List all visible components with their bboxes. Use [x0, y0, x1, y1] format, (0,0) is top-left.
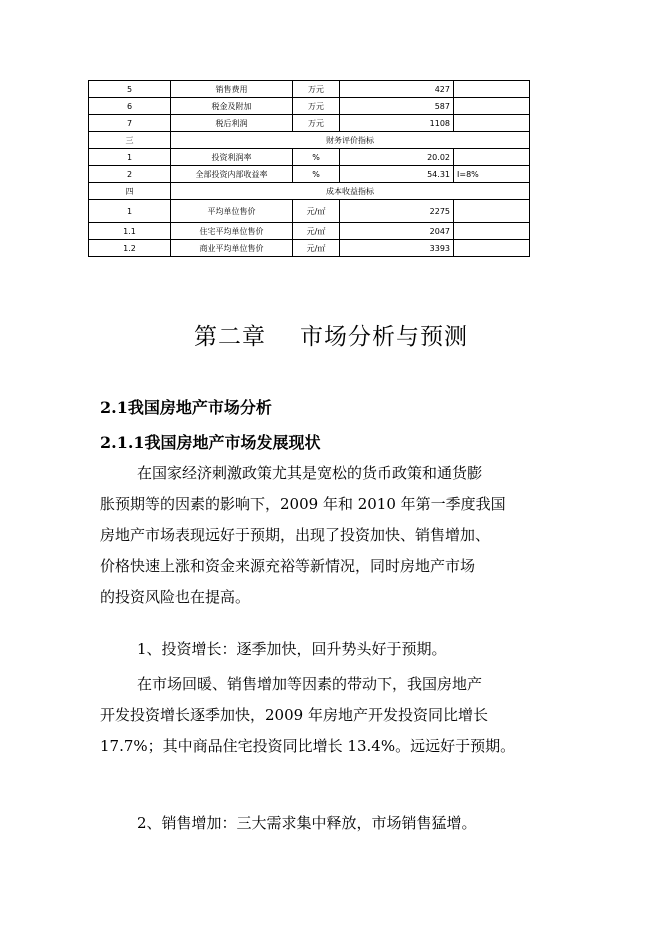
paragraph-line: 的投资风险也在提高。	[100, 588, 251, 606]
paragraph-market-overview	[100, 458, 570, 613]
section-number: 四	[89, 183, 171, 200]
row-value: 20.02	[340, 149, 454, 166]
row-item: 平均单位售价	[171, 200, 293, 223]
row-value: 427	[340, 81, 454, 98]
table-row	[89, 166, 530, 183]
row-unit: %	[293, 149, 340, 166]
table-section-row	[89, 183, 530, 200]
row-value: 1108	[340, 115, 454, 132]
row-item: 商业平均单位售价	[171, 240, 293, 257]
row-unit: 元/㎡	[293, 223, 340, 240]
paragraph-line: 17.7%；其中商品住宅投资同比增长 13.4%。远远好于预期。	[100, 737, 516, 755]
row-remark	[454, 149, 530, 166]
section-title: 财务评价指标	[171, 132, 530, 149]
row-item: 全部投资内部收益率	[171, 166, 293, 183]
table-row	[89, 240, 530, 257]
table-row	[89, 223, 530, 240]
paragraph-line: 在市场回暖、销售增加等因素的带动下，我国房地产	[137, 675, 483, 693]
chapter-number: 第二章	[194, 324, 266, 350]
row-number: 1.1	[89, 223, 171, 240]
row-item: 税金及附加	[171, 98, 293, 115]
table-row	[89, 149, 530, 166]
row-number: 5	[89, 81, 171, 98]
row-number: 1.2	[89, 240, 171, 257]
chapter-heading	[0, 318, 662, 351]
row-remark	[454, 98, 530, 115]
row-value: 54.31	[340, 166, 454, 183]
row-unit: 元/㎡	[293, 240, 340, 257]
financial-indicators-table	[88, 80, 530, 257]
paragraph-investment-detail	[100, 669, 570, 762]
paragraph-sales-growth	[100, 808, 570, 839]
row-unit: 元/㎡	[293, 200, 340, 223]
paragraph-line: 在国家经济刺激政策尤其是宽松的货币政策和通货膨	[137, 464, 483, 482]
row-value: 3393	[340, 240, 454, 257]
row-item: 销售费用	[171, 81, 293, 98]
section-heading	[100, 395, 272, 418]
row-item: 税后利润	[171, 115, 293, 132]
subsection-heading	[100, 430, 321, 453]
row-value: 2047	[340, 223, 454, 240]
table-section-row	[89, 132, 530, 149]
paragraph-line: 2、销售增加：三大需求集中释放，市场销售猛增。	[137, 814, 477, 832]
row-number: 2	[89, 166, 171, 183]
row-remark	[454, 223, 530, 240]
row-unit: 万元	[293, 115, 340, 132]
row-number: 7	[89, 115, 171, 132]
chapter-title: 市场分析与预测	[300, 324, 468, 350]
row-item: 住宅平均单位售价	[171, 223, 293, 240]
row-value: 587	[340, 98, 454, 115]
paragraph-line: 房地产市场表现远好于预期，出现了投资加快、销售增加、	[100, 526, 491, 544]
table-row	[89, 98, 530, 115]
paragraph-line: 开发投资增长逐季加快，2009 年房地产开发投资同比增长	[100, 706, 488, 724]
row-remark	[454, 115, 530, 132]
paragraph-line: 胀预期等的因素的影响下，2009 年和 2010 年第一季度我国	[100, 495, 506, 513]
section-number: 三	[89, 132, 171, 149]
paragraph-line: 价格快速上涨和资金来源充裕等新情况，同时房地产市场	[100, 557, 476, 575]
section-title: 成本收益指标	[171, 183, 530, 200]
subsection-number: 2.1.1	[100, 433, 145, 452]
row-value: 2275	[340, 200, 454, 223]
row-unit: 万元	[293, 98, 340, 115]
subsection-title: 我国房地产市场发展现状	[144, 433, 321, 452]
section-number: 2.1	[100, 398, 128, 417]
section-title: 我国房地产市场分析	[127, 398, 272, 417]
table-row	[89, 115, 530, 132]
row-number: 1	[89, 149, 171, 166]
row-remark	[454, 200, 530, 223]
row-number: 1	[89, 200, 171, 223]
row-unit: %	[293, 166, 340, 183]
table-row	[89, 200, 530, 223]
row-unit: 万元	[293, 81, 340, 98]
row-item: 投资利润率	[171, 149, 293, 166]
row-remark	[454, 240, 530, 257]
row-remark: I=8%	[454, 166, 530, 183]
paragraph-investment-growth	[100, 634, 570, 665]
row-number: 6	[89, 98, 171, 115]
table-row	[89, 81, 530, 98]
row-remark	[454, 81, 530, 98]
paragraph-line: 1、投资增长：逐季加快，回升势头好于预期。	[137, 640, 447, 658]
